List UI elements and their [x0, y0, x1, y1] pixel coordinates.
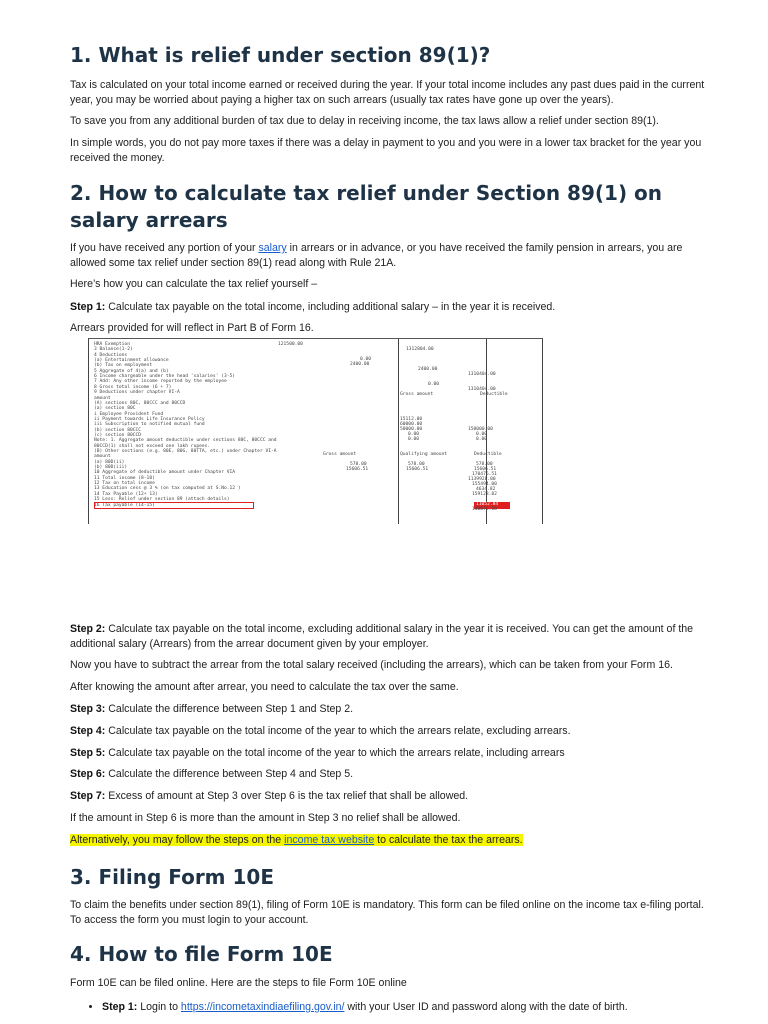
- form-value: 0.00: [428, 382, 440, 387]
- form16-row: 16 Tax payable (14-15): [94, 502, 155, 508]
- sec1-paragraph-3: In simple words, you do not pay more taxes if there was a delay in payment to you and you were in a lower tax bracket for the year you received the money.: [70, 137, 702, 164]
- step-2: [70, 622, 710, 651]
- step-2-label: Step 2:: [70, 623, 106, 635]
- section-1-heading: 1. What is relief under section 89(1)?: [70, 43, 491, 67]
- form16-row: (b) Tax on employment: [94, 363, 153, 369]
- form-value: 1310404.00: [468, 372, 496, 377]
- no-relief-line: If the amount in Step 6 is more than the amount in Step 3 no relief shall be allowed.: [70, 812, 461, 824]
- form16-row: (c) section 80CCD: [94, 432, 142, 438]
- form-value: 148075.18: [472, 507, 497, 512]
- form16-row: ii Payment towards Life Insurance Policy: [94, 416, 205, 422]
- arrears-note: Arrears provided for will reflect in Part B of Form 16.: [70, 322, 314, 334]
- alt-text-b: to calculate the tax the arrears.: [374, 834, 523, 846]
- form16-row: 5 Aggregate of 4(a) and (b): [94, 368, 169, 374]
- step-1-label: Step 1:: [70, 301, 106, 313]
- form-col-header: Gross amount: [400, 392, 434, 397]
- form-value: 1139928.00: [468, 477, 496, 482]
- step-6: [70, 767, 710, 782]
- sec2-intro: [70, 241, 710, 270]
- form16-row: iii Subscription to notified mutual fund: [94, 422, 205, 428]
- form-value: 50000.00: [400, 427, 423, 432]
- filing-steps-list: [88, 1000, 702, 1015]
- form-value: 15112.00: [400, 417, 423, 422]
- bullet-step-1-label: Step 1:: [102, 1001, 138, 1013]
- form-value: 0.00: [408, 432, 420, 437]
- step-4: [70, 724, 710, 739]
- step-1: [70, 300, 710, 315]
- step-1-text: Calculate tax payable on the total income, including additional salary – in the year it is received.: [105, 301, 556, 313]
- step-3: [70, 702, 710, 717]
- form-value: 60000.00: [400, 422, 423, 427]
- form16-row: 15 Less: Relief under section 89 (attach details): [94, 497, 230, 503]
- step-6-text: Calculate the difference between Step 4 and Step 5.: [105, 768, 354, 780]
- form-col-header: Gross amount: [323, 452, 357, 457]
- step-4-label: Step 4:: [70, 725, 106, 737]
- step-4-text: Calculate tax payable on the total income of the year to which the arrears relate, excluding arrears.: [105, 725, 571, 737]
- form16-row: 13 Education cess @ 3 % (on tax computed at S.No.12 ): [94, 486, 241, 492]
- form-value: 15606.51: [406, 467, 429, 472]
- relief-row-highlight: [94, 502, 254, 509]
- form-value: 15606.51: [346, 467, 369, 472]
- form-value: 2400.00: [350, 362, 370, 367]
- step-7-text: Excess of amount at Step 3 over Step 6 is the tax relief that shall be allowed.: [105, 790, 469, 802]
- after-line: After knowing the amount after arrear, you need to calculate the tax over the same.: [70, 681, 459, 693]
- form-col-header: Deductible: [474, 452, 502, 457]
- alt-text-a: Alternatively, you may follow the steps on the: [70, 834, 285, 846]
- form-value: 0.00: [408, 437, 420, 442]
- form-value: 1310404.00: [468, 387, 496, 392]
- form16-row: (a) Entertainment allowance: [94, 358, 169, 364]
- form16-row: 12 Tax on total income: [94, 481, 155, 487]
- form16-row: 14 Tax Payable (12+ 13): [94, 491, 158, 497]
- bullet-text-a: Login to: [137, 1001, 181, 1013]
- form-value: 2400.00: [418, 367, 438, 372]
- bullet-text-b: with your User ID and password along with the date of birth.: [344, 1001, 628, 1013]
- form16-row: (a) 80D(ii): [94, 459, 125, 465]
- income-tax-website-link[interactable]: income tax website: [284, 834, 375, 846]
- form16-row: (a) section 80C: [94, 406, 136, 412]
- intro-text-b: in arrears or in advance, or you have received the family pension in arrears, you are allowed some tax relief under section 89(1) read along with Rule 21A.: [70, 242, 683, 269]
- step-6-label: Step 6:: [70, 768, 106, 780]
- form16-row: 7 Add: Any other income reported by the employee: [94, 379, 227, 385]
- form-value: 4634.82: [476, 487, 496, 492]
- form-value: 578.00: [408, 462, 425, 467]
- form-value: 155494.00: [472, 482, 497, 487]
- howto-line: Here’s how you can calculate the tax relief yourself –: [70, 278, 318, 290]
- step-7-label: Step 7:: [70, 790, 106, 802]
- form-value: 1312804.00: [406, 347, 434, 352]
- sec3-paragraph: To claim the benefits under section 89(1), filing of Form 10E is mandatory. This form can be filed online on the income tax e-filing portal. To access the form you must login to your account.: [70, 899, 704, 926]
- step-5: [70, 746, 710, 761]
- sec4-paragraph: Form 10E can be filed online. Here are the steps to file Form 10E online: [70, 977, 407, 989]
- step-3-label: Step 3:: [70, 703, 106, 715]
- efiling-portal-link[interactable]: https://incometaxindiaefiling.gov.in/: [180, 1001, 345, 1013]
- form-value: 170476.51: [472, 472, 497, 477]
- sec1-paragraph-1: Tax is calculated on your total income earned or received during the year. If your total income includes any past dues paid in the current year, you may be worried about paying a higher tax on such arrears (usually tax rates have gone up over the years).: [70, 79, 705, 106]
- form16-row: i Employee Provident Fund: [94, 411, 164, 417]
- form16-row: Note: 1. Aggregate amount deductible under sections 80C, 80CCC and: [94, 438, 277, 444]
- form-value: 121500.00: [278, 342, 303, 347]
- step-5-text: Calculate tax payable on the total income of the year to which the arrears relate, including arrears: [105, 747, 565, 759]
- form-col-header: Deductible: [480, 392, 508, 397]
- form-value: 150000.00: [468, 427, 493, 432]
- salary-link[interactable]: salary: [258, 242, 287, 254]
- form16-row: 4 Deductions: [94, 352, 128, 358]
- form16-row: 6 Income chargeable under the head 'salaries' (3-5): [94, 374, 236, 380]
- section-4-heading: 4. How to file Form 10E: [70, 942, 333, 966]
- section-3-heading: 3. Filing Form 10E: [70, 865, 274, 889]
- step-3-text: Calculate the difference between Step 1 and Step 2.: [105, 703, 354, 715]
- form16-row: 11 Total income (8-10): [94, 475, 155, 481]
- form-value: 15606.51: [474, 467, 497, 472]
- step-2-text: Calculate tax payable on the total income, excluding additional salary in the year it is received. You can get the amount of the additional salary (Arrears) from the arrear document given by your employer.: [70, 623, 694, 650]
- intro-text-a: If you have received any portion of your: [70, 242, 259, 254]
- form-value: 0.00: [476, 432, 488, 437]
- list-item: [102, 1000, 702, 1015]
- form16-part-b-image: [88, 338, 543, 524]
- form16-row: 10 Aggregate of deductible amount under Chapter VIA: [94, 470, 236, 476]
- form16-row: 3 Balance(1-2): [94, 347, 133, 353]
- form-value: 0.00: [476, 437, 488, 442]
- form16-row: 80CCD(1) shall not exceed one lakh rupees.: [94, 443, 211, 449]
- form16-row: amount: [94, 454, 111, 460]
- form-value: 159128.82: [472, 492, 497, 497]
- form16-row: 8 Gross total income (6 + 7): [94, 384, 172, 390]
- form-value-relief: 11052.84: [476, 502, 499, 507]
- form-value: 0.00: [360, 357, 372, 362]
- sec1-paragraph-2: To save you from any additional burden of tax due to delay in receiving income, the tax laws allow a relief under section 89(1).: [70, 115, 659, 127]
- section-2-heading: 2. How to calculate tax relief under Section 89(1) on salary arrears: [70, 181, 663, 232]
- subtract-line: Now you have to subtract the arrear from the total salary received (including the arrears), which can be taken from your Form 16.: [70, 659, 673, 671]
- form16-row: amount: [94, 395, 111, 401]
- form16-row: 9 Deductions under chapter VI-A: [94, 390, 180, 396]
- form16-row: (A) sections 80C, 80CCC and 80CCD: [94, 400, 186, 406]
- form-value: 578.00: [476, 462, 493, 467]
- step-7: [70, 789, 710, 804]
- form16-row: (b) section 80CCC: [94, 427, 142, 433]
- form-value: 578.00: [350, 462, 367, 467]
- form-col-header: Qualifying amount: [400, 452, 448, 457]
- form16-row: HRA Exemption: [94, 342, 130, 347]
- form16-row: (B) Other sections (e.g. 80E, 80G, 80TTA, etc.) under Chapter VI-A: [94, 449, 277, 454]
- alternative-line: [70, 833, 710, 848]
- step-5-label: Step 5:: [70, 747, 106, 759]
- form16-row: (b) 80D(iii): [94, 465, 128, 471]
